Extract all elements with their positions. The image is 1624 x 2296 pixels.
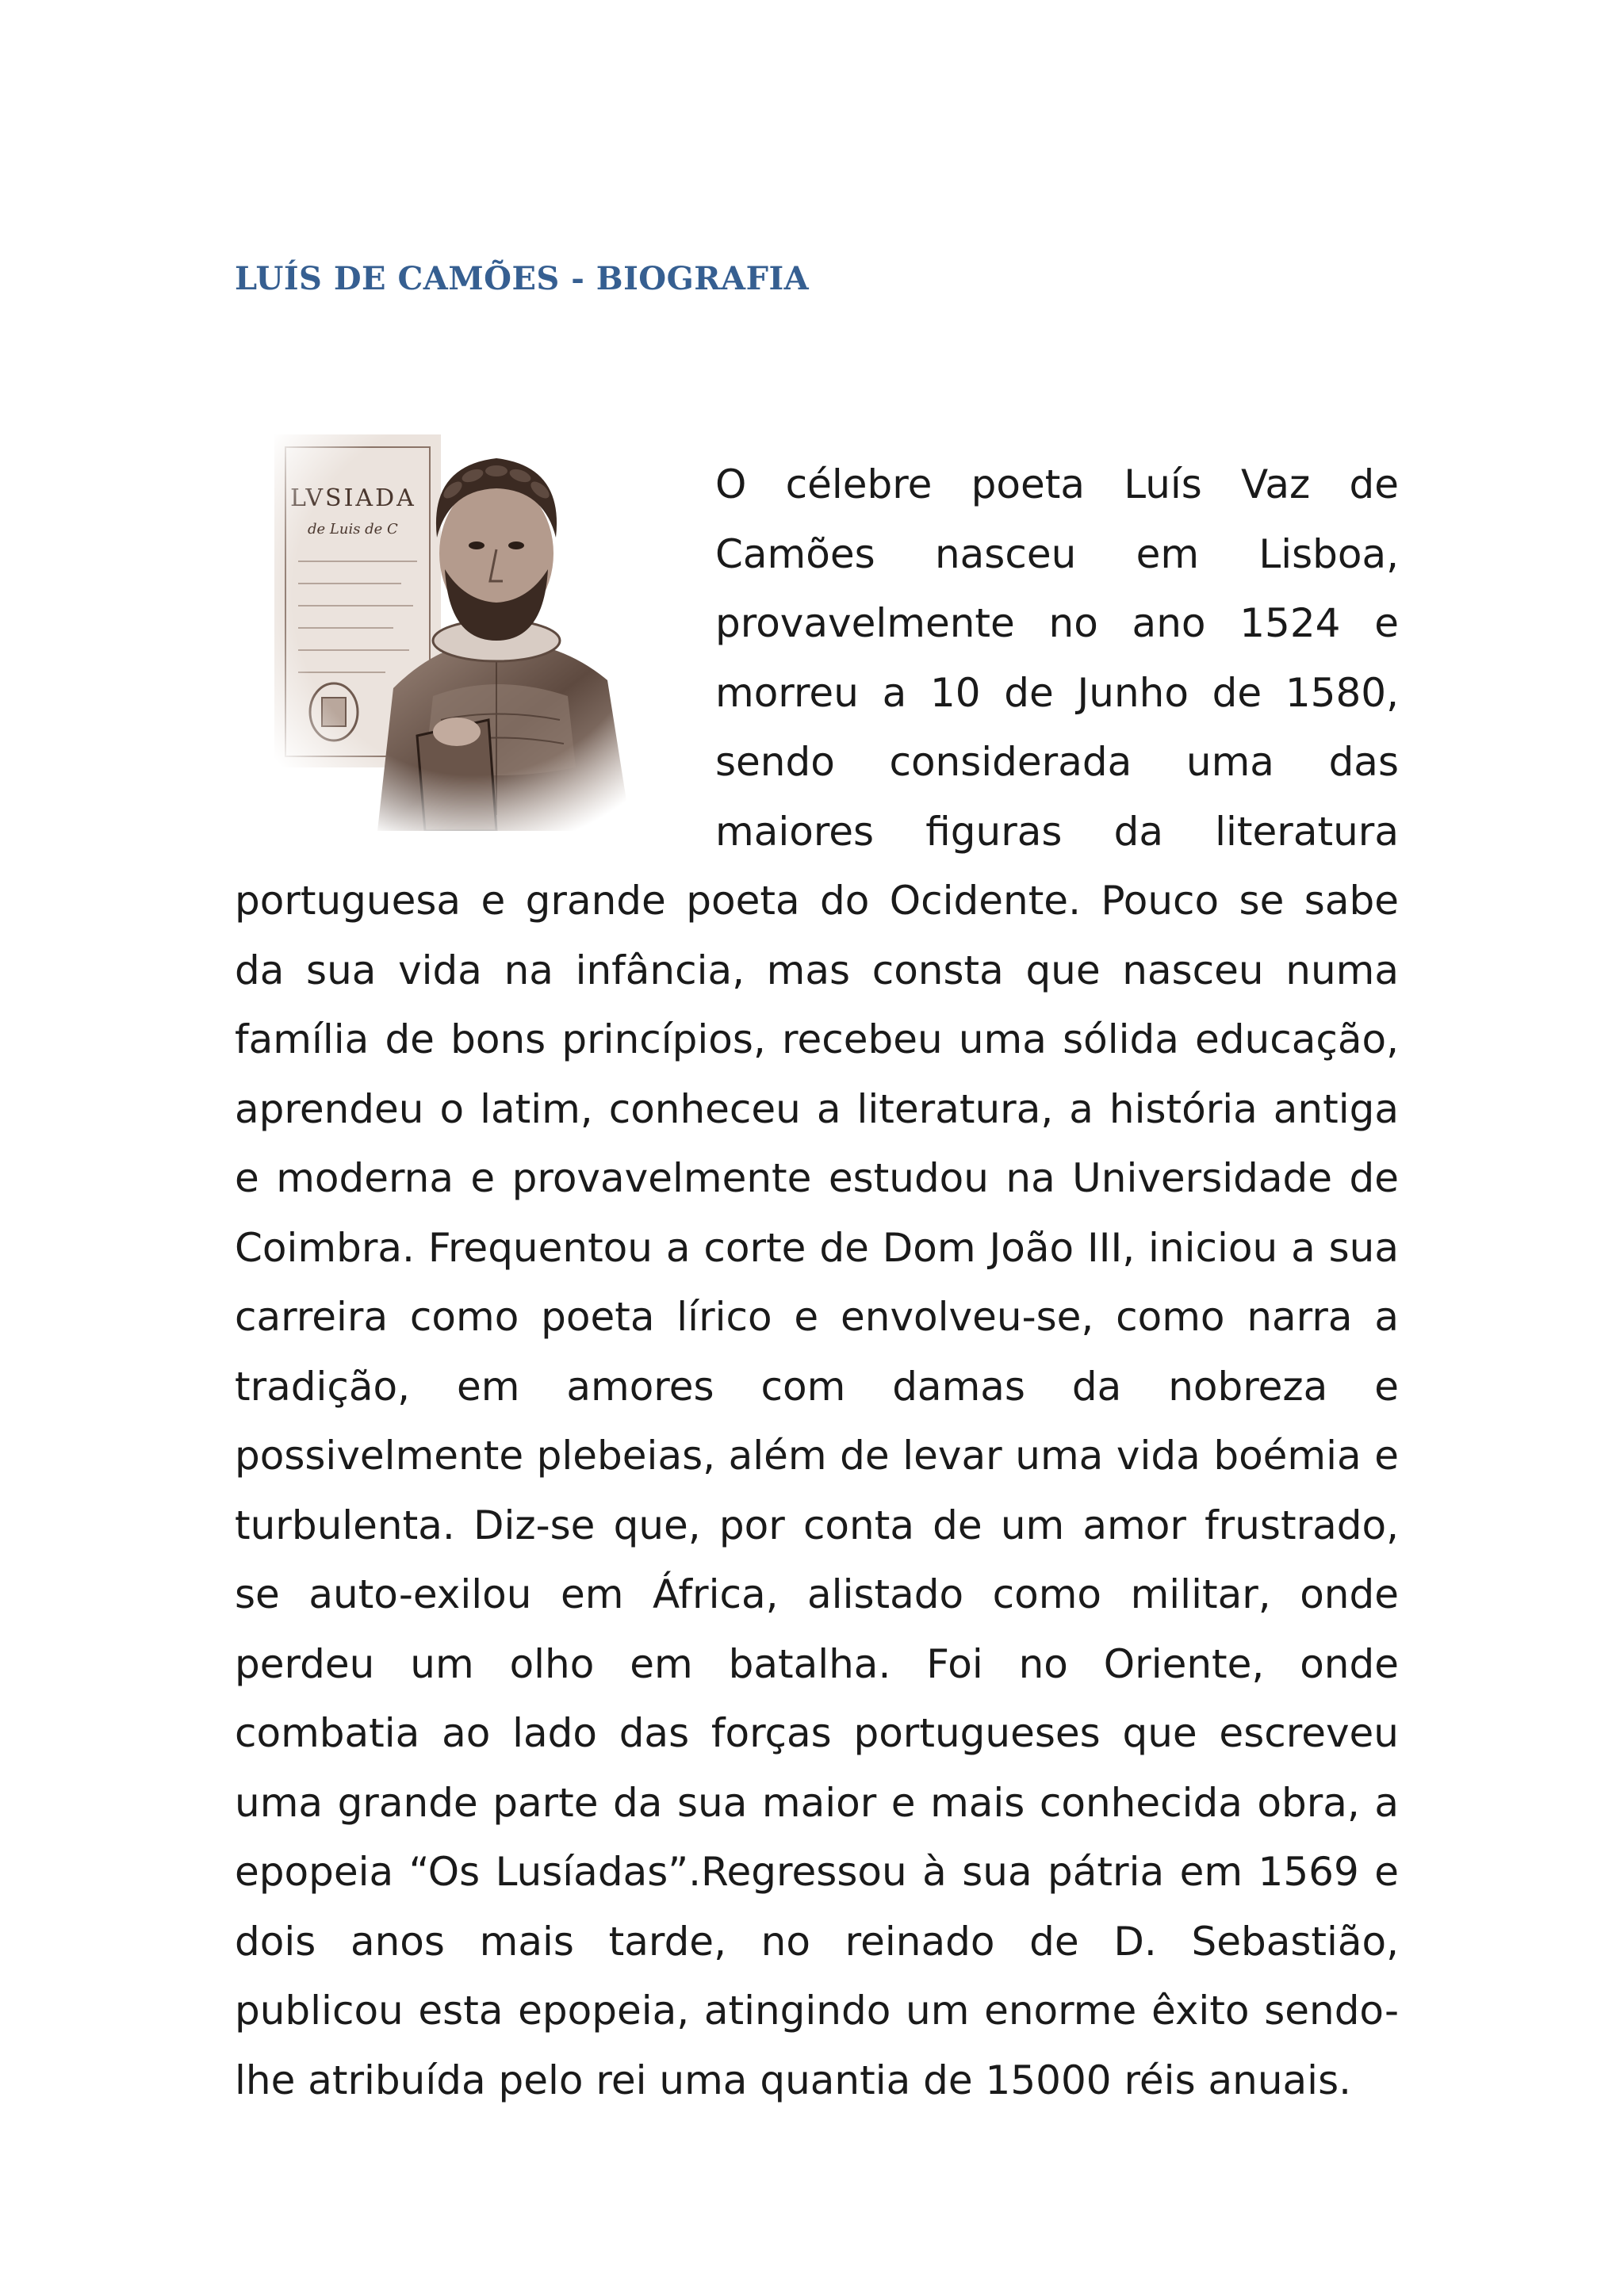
- biography-text: O célebre poeta Luís Vaz de Camões nasceu em Lisboa, provavelmente no ano 1524 e morreu a 10 de Junho de 1580, sendo considerada uma das maiores figuras da literatura portuguesa e grande poeta do Ocidente. Pouco se sabe da sua vida na infância, mas consta que nasceu numa família de bons princípios, recebeu uma sólida educação, aprendeu o latim, conheceu a literatura, a história antiga e moderna e provavelmente estudou na Universidade de Coimbra. Frequentou a corte de Dom João III, iniciou a sua carreira como poeta lírico e envolveu-se, como narra a tradição, em amores com damas da nobreza e possivelmente plebeias, além de levar uma vida boémia e turbulenta. Diz-se que, por conta de um amor frustrado, se auto-exilou em África, alistado como militar, onde perdeu um olho em batalha. Foi no Oriente, onde combatia ao lado das forças portugueses que escreveu uma grande parte da sua maior e mais conhecida obra, a epopeia “Os Lusíadas”.Regressou à sua pátria em 1569 e dois anos mais tarde, no reinado de D. Sebastião, publicou esta epopeia, atingindo um enorme êxito sendo-lhe atribuída pelo rei uma quantia de 15000 réis anuais.: [235, 461, 1399, 2103]
- biography-paragraph: [235, 450, 1399, 2115]
- portrait-wrap-spacer: [235, 450, 715, 866]
- document-title: LUÍS DE CAMÕES - BIOGRAFIA: [235, 260, 810, 297]
